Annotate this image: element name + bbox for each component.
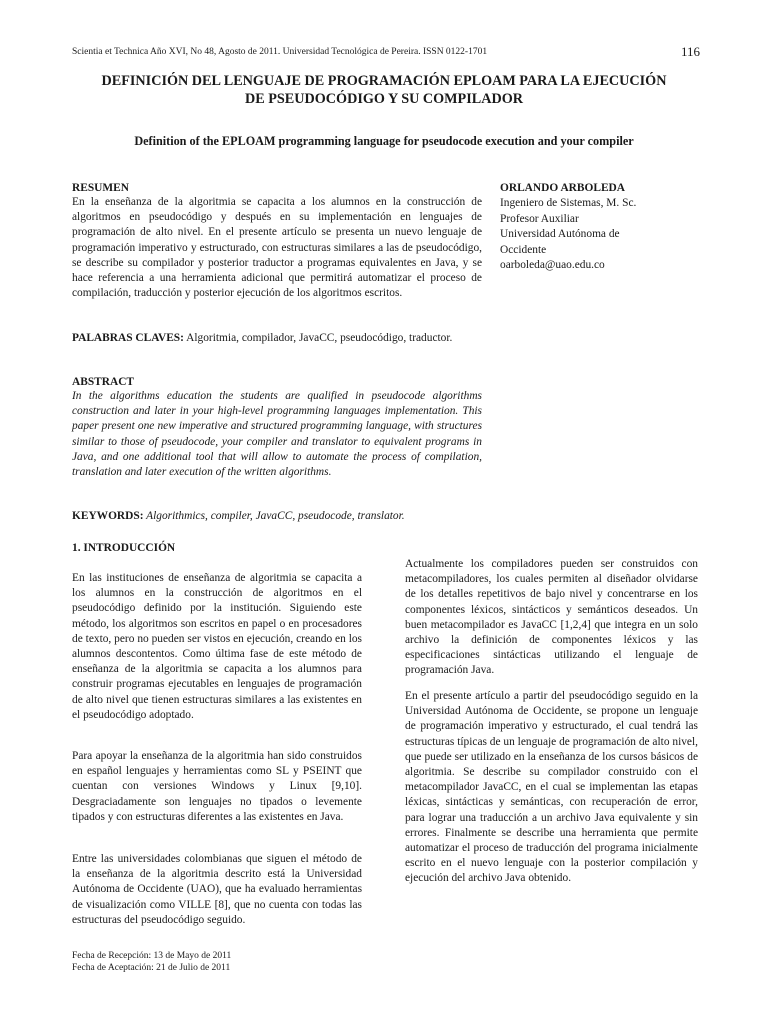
intro-paragraph-3: Entre las universidades colombianas que siguen el método de la enseñanza de la algoritmia descrito está la Universidad Autónoma de Occidente (UAO), que ha evaluado herramientas de visualización como VILLE [8], que no cuenta con todas las estructuras del pseudocódigo seguido. bbox=[72, 853, 362, 926]
author-email: oarboleda@uao.edu.co bbox=[500, 259, 605, 272]
abstract-heading: ABSTRACT bbox=[72, 376, 135, 388]
footnote-dates bbox=[72, 950, 362, 974]
keywords-text: Algorithmics, compiler, JavaCC, pseudocode, translator. bbox=[143, 510, 405, 522]
page-number: 116 bbox=[680, 44, 700, 59]
author-block bbox=[500, 181, 696, 273]
intro-paragraph-5: En el presente artículo a partir del pseudocódigo seguido en la Universidad Autónoma de Occidente, se propone un lenguaje de programación imperativo y estructurado, el cual tendrá las estructuras típicas de un lenguaje de programación de alto nivel, que puede ser utilizado en la enseñanza de los cursos básicos de algoritmia. Se describe su compilador construido con el metacompilador JavaCC, en el cual se implementan las etapas léxicas, sintácticas y semánticas, con recuperación de error, para lograr una traducción a un archivo Java equivalente y sin errores. Finalmente se describe una herramienta que permite automatizar el proceso de traducción del programa inicialmente escrito en el nuevo lenguaje con la posterior compilación y ejecución del archivo Java obtenido. bbox=[405, 690, 698, 885]
abstract-text: In the algorithms education the students are qualified in pseudocode algorithms construction and later in your high-level programming languages implementation. This paper present one new imperative and structured programming language, with structures similar to those of pseudocode, your compiler and translator to equivalent programs in Java, and one additional tool that will allow to automate the process of compilation, translation and later execution of the written algorithms. bbox=[72, 390, 482, 479]
author-institution-line1: Universidad Autónoma de bbox=[500, 228, 620, 241]
resumen-heading: RESUMEN bbox=[72, 182, 129, 194]
palabras-claves bbox=[72, 331, 482, 346]
author-name: ORLANDO ARBOLEDA bbox=[500, 182, 625, 194]
author-position: Profesor Auxiliar bbox=[500, 212, 579, 225]
title-line-1: DEFINICIÓN DEL LENGUAJE DE PROGRAMACIÓN EPLOAM PARA LA EJECUCIÓN bbox=[101, 73, 667, 89]
resumen-text: En la enseñanza de la algoritmia se capacita a los alumnos en la construcción de algoritmos en pseudocódigo y después en su implementación en lenguajes de programación de alto nivel. En el presente artículo se presenta un nuevo lenguaje de programación imperativo y estructurado, con estructuras similares a las de pseudocódigo, se describe su compilador y posterior traductor a programas equivalentes en Java, y se hace referencia a una herramienta adicional que permitirá automatizar el proceso de compilación, traducción y posterior ejecución de los algoritmos escritos. bbox=[72, 196, 482, 300]
palabras-text: Algoritmia, compilador, JavaCC, pseudocódigo, traductor. bbox=[183, 332, 453, 344]
keywords-label: KEYWORDS: bbox=[72, 510, 144, 522]
palabras-label: PALABRAS CLAVES: bbox=[72, 332, 184, 344]
title-line-2: DE PSEUDOCÓDIGO Y SU COMPILADOR bbox=[245, 91, 523, 107]
received-date: Fecha de Recepción: 13 de Mayo de 2011 bbox=[72, 951, 232, 961]
intro-paragraph-4: Actualmente los compiladores pueden ser construidos con metacompiladores, los cuales permiten al diseñador olvidarse de los detalles repetitivos de bajo nivel y concentrarse en los componentes léxicos, sintácticos y semánticos deseados. Un buen metacompilador es JavaCC [1,2,4] que integra en un solo archivo la definición de componentes léxicos y las especificaciones sintácticas utilizando el lenguaje de programación Java. bbox=[405, 558, 698, 677]
author-institution-line2: Occidente bbox=[500, 243, 547, 256]
accepted-date: Fecha de Aceptación: 21 de Julio de 2011 bbox=[72, 963, 231, 973]
intro-paragraph-2: Para apoyar la enseñanza de la algoritmia han sido construidos en español lenguajes y herramientas como SL y PSEINT que cuentan con versiones Windows y Linux [9,10]. Desgraciadamente son lenguajes no tipados o levemente tipados y con estructuras diferentes a las existentes en Java. bbox=[72, 750, 362, 823]
keywords bbox=[72, 509, 696, 524]
intro-heading: 1. INTRODUCCIÓN bbox=[72, 542, 176, 554]
paper-title bbox=[72, 72, 696, 108]
journal-header: Scientia et Technica Año XVI, No 48, Agosto de 2011. Universidad Tecnológica de Pereira. ISSN 0122-1701 bbox=[72, 47, 488, 57]
intro-paragraph-1: En las instituciones de enseñanza de algoritmia se capacita a los alumnos en la construcción de algoritmos en el pseudocódigo definido por la institución. Siguiendo este método, los algoritmos son escritos en papel o en procesadores de texto, pero no pueden ser vistos en ejecución, creando en los alumnos descontentos. Como última fase de este método de enseñanza de la algoritmia se capacita a los alumnos para construir programas ejecutables en lenguajes de programación de alto nivel que tienen estructuras similares a las existentes en el pseudocódigo adoptado. bbox=[72, 572, 362, 721]
paper-subtitle: Definition of the EPLOAM programming language for pseudocode execution and your compiler bbox=[134, 134, 634, 148]
author-degree: Ingeniero de Sistemas, M. Sc. bbox=[500, 197, 637, 210]
